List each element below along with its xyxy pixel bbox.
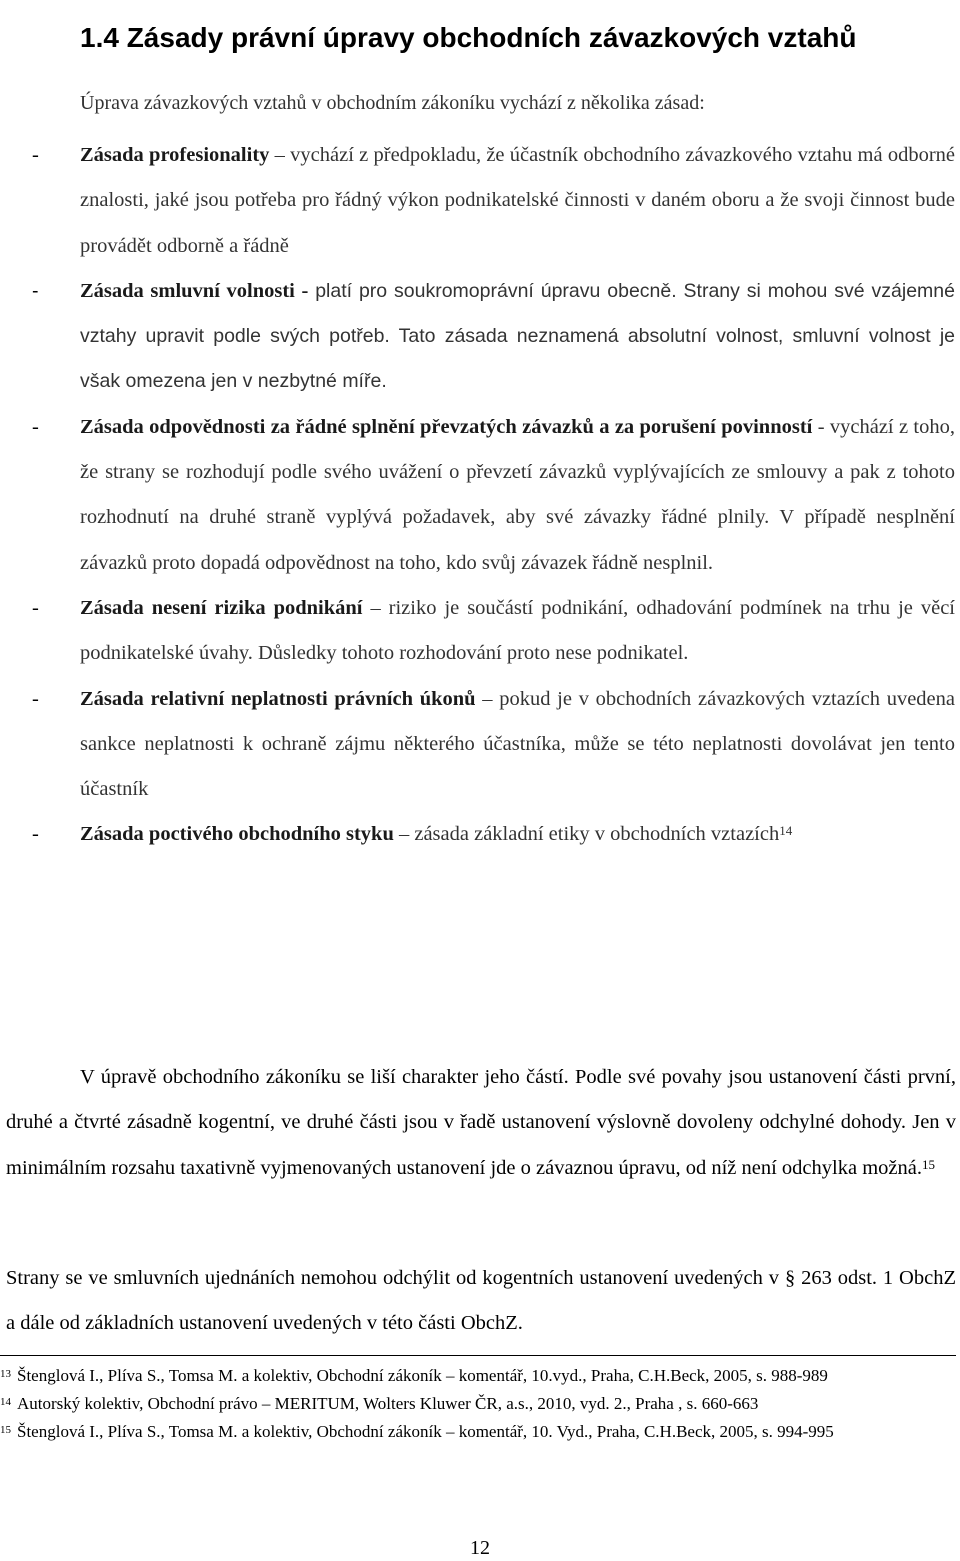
list-item xyxy=(32,586,955,677)
footnote-ref-14[interactable]: 14 xyxy=(779,823,793,839)
bullet-dash: - xyxy=(32,279,39,302)
footnote-ref-15[interactable]: 15 xyxy=(921,1156,935,1172)
principles-list xyxy=(32,133,955,858)
bullet-dash: - xyxy=(32,687,39,710)
footnote-number: 14 xyxy=(0,1396,11,1408)
intro-paragraph: Úprava závazkových vztahů v obchodním zákoníku vychází z několika zásad: xyxy=(80,92,705,114)
list-item xyxy=(32,405,955,586)
principle-title: Zásada nesení rizika podnikání xyxy=(80,596,363,619)
principle-text: – vychází z předpokladu, že účastník obchodního závazkového vztahu má odborné znalosti, jaké jsou potřeba pro řádný výkon podnikatelské činnosti v daném oboru a že svoji činnost bude provádět odborně a řádně xyxy=(80,144,955,257)
section-heading: 1.4 Zásady právní úpravy obchodních závazkových vztahů xyxy=(80,21,857,53)
list-item xyxy=(32,677,955,813)
footnote-text: Autorský kolektiv, Obchodní právo – MERITUM, Wolters Kluwer ČR, a.s., 2010, vyd. 2., Praha , s. 660-663 xyxy=(17,1394,759,1413)
footnote-text: Štenglová I., Plíva S., Tomsa M. a kolektiv, Obchodní zákoník – komentář, 10. Vyd., Praha, C.H.Beck, 2005, s. 994-995 xyxy=(17,1422,834,1441)
principle-text: – riziko je součástí podnikání, odhadování podmínek na trhu je věcí podnikatelské úvahy. Důsledky tohoto rozhodování proto nese podnikatel. xyxy=(80,596,955,665)
footnote-number: 13 xyxy=(0,1368,11,1380)
bullet-dash: - xyxy=(32,596,39,619)
principle-text: platí pro soukromoprávní úpravu obecně. Strany si mohou své vzájemné vztahy upravit podle svých potřeb. Tato zásada neznamená absolutní volnost, smluvní volnost je však omezena jen v nezbytné míře. xyxy=(80,279,955,393)
list-item xyxy=(32,812,955,857)
bullet-dash: - xyxy=(32,415,39,438)
footnote-text: Štenglová I., Plíva S., Tomsa M. a kolektiv, Obchodní zákoník – komentář, 10.vyd., Praha, C.H.Beck, 2005, s. 988-989 xyxy=(17,1366,828,1385)
footnote-item xyxy=(0,1365,945,1387)
footnote-number: 15 xyxy=(0,1424,11,1436)
footnote-item xyxy=(0,1421,945,1443)
principle-title: Zásada poctivého obchodního styku xyxy=(80,823,394,846)
footnote-item xyxy=(0,1393,945,1415)
principle-title: Zásada relativní neplatnosti právních úkonů xyxy=(80,687,476,710)
page-number: 12 xyxy=(470,1537,490,1559)
bullet-dash: - xyxy=(32,144,39,166)
list-item xyxy=(32,133,955,269)
principle-text: - vychází z toho, že strany se rozhodují podle svého uvážení o převzetí závazků vyplývajících ze smlouvy a pak z tohoto rozhodnutí na druhé straně vyplývá požadavek, aby své závazky řádné plnily. V případě nesplnění závazků proto dopadá odpovědnost na toho, kdo svůj závazek řádně nesplnil. xyxy=(80,415,955,574)
list-item xyxy=(32,269,955,405)
paragraph-text: Strany se ve smluvních ujednáních nemohou odchýlit od kogentních ustanovení uvedených v § 263 odst. 1 ObchZ a dále od základních ustanovení uvedených v této části ObchZ. xyxy=(6,1267,956,1335)
principle-text: – pokud je v obchodních závazkových vztazích uvedena sankce neplatnosti k ochraně zájmu některého účastníka, může se této neplatnosti dovolávat jen tento účastník xyxy=(80,687,955,801)
principle-title: Zásada profesionality xyxy=(80,144,270,166)
footnote-separator xyxy=(0,1355,956,1356)
principle-title: Zásada odpovědnosti za řádné splnění převzatých závazků a za porušení povinností xyxy=(80,415,813,438)
footnotes xyxy=(0,1365,945,1449)
body-paragraph xyxy=(6,1055,956,1191)
principle-title: Zásada smluvní volnosti - xyxy=(80,279,309,302)
bullet-dash: - xyxy=(32,823,39,846)
principle-text: – zásada základní etiky v obchodních vztazích xyxy=(393,823,780,846)
paragraph-text: V úpravě obchodního zákoníku se liší charakter jeho částí. Podle své povahy jsou ustanovení části první, druhé a čtvrté zásadně kogentní, ve druhé části jsou v řadě ustanovení výslovně dovoleny odchylné dohody. Jen v minimálním rozsahu taxativně vyjmenovaných ustanovení jde o závaznou úpravu, od níž není odchylka možná. xyxy=(6,1066,956,1179)
body-paragraph xyxy=(6,1256,956,1347)
